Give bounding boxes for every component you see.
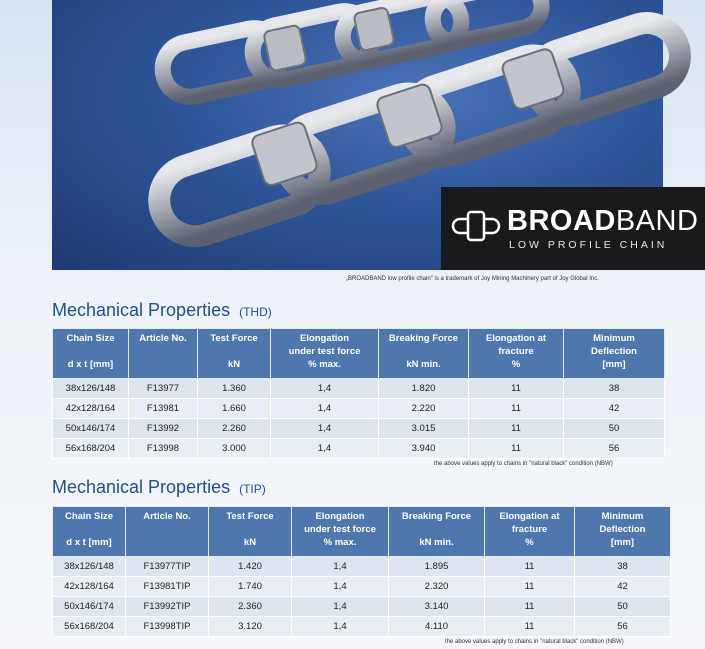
column-header [575, 507, 671, 557]
table-cell: 1,4 [292, 597, 389, 617]
table-row [53, 577, 671, 597]
column-header-line: Breaking Force [401, 511, 472, 522]
trademark-note: „BROADBAND low profile chain" is a trademark of Joy Mining Machinery part of Joy Global Inc. [346, 276, 599, 282]
table-body [53, 379, 665, 459]
table-cell: 2.360 [209, 597, 292, 617]
table-cell: 11 [485, 577, 575, 597]
brand-name [507, 206, 698, 236]
table-cell: 3.120 [209, 617, 292, 637]
section-title-tip [52, 477, 266, 498]
brand-subtitle: LOW PROFILE CHAIN [509, 239, 668, 251]
column-header-line: Test Force [226, 511, 274, 522]
table-cell: 50x146/174 [53, 597, 126, 617]
table-cell: 42x128/164 [53, 399, 129, 419]
table-cell: 50x146/174 [53, 419, 129, 439]
properties-table-thd [52, 328, 665, 459]
column-header-line: Elongation at [485, 333, 547, 344]
column-header-line: Elongation [299, 333, 350, 344]
table-header [53, 329, 665, 379]
table-cell: F13981TIP [126, 577, 209, 597]
column-header-line: Deflection [591, 346, 637, 357]
column-header [53, 507, 126, 557]
table-cell: 11 [469, 419, 564, 439]
table-cell: 1.820 [379, 379, 469, 399]
column-header [485, 507, 575, 557]
column-header-line: kN [243, 537, 257, 548]
table-row [53, 439, 665, 459]
table-row [53, 617, 671, 637]
table-header [53, 507, 671, 557]
column-header-line: kN [227, 359, 241, 370]
table-cell: 2.260 [198, 419, 271, 439]
column-header [198, 329, 271, 379]
table-cell: F13981 [129, 399, 198, 419]
column-header-line: Minimum [601, 511, 644, 522]
column-header [53, 329, 129, 379]
table-cell: F13998TIP [126, 617, 209, 637]
table-cell: F13992 [129, 419, 198, 439]
section-title-suffix: (THD) [239, 305, 272, 319]
column-header-line: Test Force [210, 333, 258, 344]
table-row [53, 557, 671, 577]
column-header-line: Elongation at [499, 511, 560, 522]
table-cell: 42 [564, 399, 665, 419]
table-row [53, 399, 665, 419]
column-header [271, 329, 379, 379]
brand-name-thin: BAND [615, 205, 699, 237]
table-cell: 1.360 [198, 379, 271, 399]
table-cell: 1,4 [271, 439, 379, 459]
column-header-line: Elongation [315, 511, 365, 522]
table-cell: 11 [469, 379, 564, 399]
column-header [209, 507, 292, 557]
table-row [53, 379, 665, 399]
column-header-line: % [525, 537, 534, 548]
column-header-line: d x t [mm] [67, 359, 114, 370]
table-cell: 3.015 [379, 419, 469, 439]
column-header [389, 507, 485, 557]
table-cell: 56x168/204 [53, 439, 129, 459]
table-cell: 42 [575, 577, 671, 597]
table-cell: 1,4 [271, 379, 379, 399]
table-cell: F13977 [129, 379, 198, 399]
table-cell: 1.895 [389, 557, 485, 577]
table-cell: 2.220 [379, 399, 469, 419]
table-row [53, 419, 665, 439]
table-cell: 11 [485, 617, 575, 637]
table-cell: 56 [575, 617, 671, 637]
column-header-line: Breaking Force [388, 333, 459, 344]
table-cell: 11 [485, 597, 575, 617]
table-cell: 1.420 [209, 557, 292, 577]
table-cell: 56x168/204 [53, 617, 126, 637]
table-cell: 1,4 [292, 617, 389, 637]
column-header-line: under test force [304, 524, 376, 535]
hero-chain-photo [52, 0, 699, 270]
column-header-line: Chain Size [66, 333, 115, 344]
table-cell: 38x126/148 [53, 557, 126, 577]
column-header [469, 329, 564, 379]
table-row [53, 597, 671, 617]
table-cell: 50 [575, 597, 671, 617]
table-cell: 38 [575, 557, 671, 577]
table-cell: 2.320 [389, 577, 485, 597]
column-header [564, 329, 665, 379]
table-cell: 3.140 [389, 597, 485, 617]
table-cell: 11 [469, 399, 564, 419]
brand-logo [441, 187, 705, 270]
table-cell: 56 [564, 439, 665, 459]
column-header [129, 329, 198, 379]
column-header-line: [mm] [610, 537, 635, 548]
table-cell: 38 [564, 379, 665, 399]
column-header-line: Chain Size [64, 511, 114, 522]
table-cell: 1.660 [198, 399, 271, 419]
table-cell: 3.000 [198, 439, 271, 459]
table-footnote-thd: the above values apply to chains in "natural black" condition (NBW) [434, 461, 613, 467]
column-header-line: kN min. [406, 359, 441, 370]
table-cell: 11 [469, 439, 564, 459]
section-title-text: Mechanical Properties [52, 477, 231, 497]
column-header-line: Minimum [593, 333, 635, 344]
table-cell: 1,4 [271, 419, 379, 439]
header-row [53, 329, 665, 379]
table-cell: 1,4 [292, 557, 389, 577]
table-cell: 50 [564, 419, 665, 439]
column-header-line: % max. [308, 359, 341, 370]
column-header-line: kN min. [419, 537, 454, 548]
column-header [379, 329, 469, 379]
section-title-thd [52, 300, 272, 321]
section-title-suffix: (TIP) [239, 482, 266, 496]
table-cell: 3.940 [379, 439, 469, 459]
table-cell: F13977TIP [126, 557, 209, 577]
table-cell: 42x128/164 [53, 577, 126, 597]
section-title-text: Mechanical Properties [52, 300, 231, 320]
column-header-line: Article No. [139, 333, 187, 344]
column-header-line: d x t [mm] [66, 537, 112, 548]
column-header-line: % [511, 359, 521, 370]
table-cell: 4.110 [389, 617, 485, 637]
column-header [292, 507, 389, 557]
header-row [53, 507, 671, 557]
table-body [53, 557, 671, 637]
column-header-line: under test force [288, 346, 361, 357]
column-header-line: Deflection [599, 524, 646, 535]
column-header [126, 507, 209, 557]
column-header-line: Article No. [143, 511, 191, 522]
column-header-line: fracture [511, 524, 548, 535]
table-cell: 1.740 [209, 577, 292, 597]
table-footnote-tip: the above values apply to chains in "natural black" condition (NBW) [445, 639, 624, 645]
table-cell: 1,4 [271, 399, 379, 419]
column-header-line: % max. [323, 537, 357, 548]
brand-name-bold: BROAD [507, 205, 616, 237]
table-cell: 11 [485, 557, 575, 577]
column-header-line: fracture [498, 346, 534, 357]
chain-link-icon [451, 209, 501, 241]
table-cell: 1,4 [292, 577, 389, 597]
column-header-line: [mm] [602, 359, 626, 370]
table-cell: 38x126/148 [53, 379, 129, 399]
properties-table-tip [52, 506, 671, 637]
table-cell: F13998 [129, 439, 198, 459]
table-cell: F13992TIP [126, 597, 209, 617]
